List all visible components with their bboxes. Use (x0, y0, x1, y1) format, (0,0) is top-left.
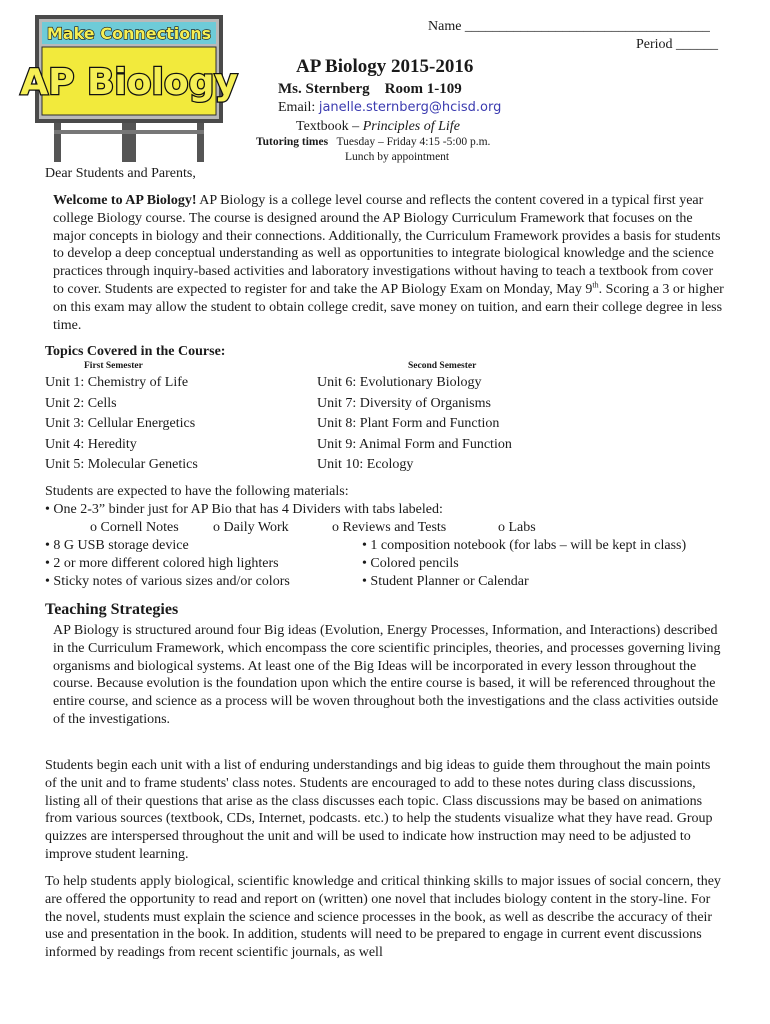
unit-item: Unit 9: Animal Form and Function (317, 436, 512, 452)
divider-item: o Labs (498, 520, 536, 535)
welcome-text-b: . Scoring a 3 or higher on this exam may allow the student to obtain college credit, save money on tuition, and earn their college degree in less time. (53, 281, 724, 333)
material-item: • Student Planner or Calendar (362, 574, 529, 589)
material-item: • 1 composition notebook (for labs – will be kept in class) (362, 538, 687, 553)
material-item: • 2 or more different colored high lighters (45, 556, 279, 571)
logo-main-text: AP Biology (20, 62, 238, 103)
material-item: • 8 G USB storage device (45, 538, 189, 553)
divider-item: o Reviews and Tests (332, 520, 447, 535)
welcome-paragraph (53, 192, 725, 334)
course-title: AP Biology 2015-2016 (296, 56, 474, 77)
divider-item: o Daily Work (213, 520, 289, 535)
teaching-paragraph-3: To help students apply biological, scientific knowledge and critical thinking skills to major issues of social concern, they are offered the opportunity to read and report on (written) one novel that includes biology content in the story-line. For the novel, students must explain the science and science processes in the book, as well as describe the accuracy of their use and presentation in the book. In addition, students will need to be prepared to engage in current event discussions informed by readings from recent scientific journals, as well (45, 874, 721, 961)
unit-item: Unit 1: Chemistry of Life (45, 375, 189, 390)
welcome-bold: Welcome to AP Biology! (53, 193, 197, 208)
room-number: Room 1-109 (384, 81, 462, 97)
teaching-paragraph-2: Students begin each unit with a list of enduring understandings and big ideas to guide them throughout the main points of the unit and to frame students' class notes. Students are encouraged to add to these notes during class discussions, listing all of their questions that arise as the class discusses each topic. Class discussions may be based on animations from various sources (textbook, CDs, Internet, podcasts. etc.) to help the students visualize what they have read. Group quizzes are interspersed throughout the unit and will be used to indicate how instruction may need to be adjusted to improve student learning. (45, 758, 713, 862)
unit-item: Unit 10: Ecology (317, 457, 414, 473)
make-connections-ap-biology-logo (20, 14, 238, 162)
divider-item: o Cornell Notes (90, 520, 179, 535)
unit-item: Unit 4: Heredity (45, 436, 137, 452)
teacher-name: Ms. Sternberg (278, 81, 370, 97)
welcome-superscript: th (592, 280, 599, 290)
unit-item: Unit 2: Cells (45, 395, 117, 411)
tutoring-label: Tutoring times (256, 136, 329, 148)
materials-binder: • One 2-3” binder just for AP Bio that has 4 Dividers with tabs labeled: (45, 502, 443, 517)
teacher-info (278, 81, 462, 98)
unit-item: Unit 6: Evolutionary Biology (317, 375, 482, 390)
logo-top-text: Make Connections (46, 24, 212, 43)
lunch-note: Lunch by appointment (345, 151, 450, 163)
materials-intro: Students are expected to have the following materials: (45, 484, 349, 499)
unit-item: Unit 7: Diversity of Organisms (317, 395, 491, 411)
unit-item: Unit 8: Plant Form and Function (317, 416, 500, 432)
textbook-line (296, 119, 460, 135)
email-label: Email: (278, 100, 316, 115)
second-semester-units (317, 373, 512, 476)
first-semester-label: First Semester (84, 361, 143, 371)
email-link[interactable]: janelle.sternberg@hcisd.org (318, 100, 502, 115)
unit-item: Unit 5: Molecular Genetics (45, 457, 198, 473)
second-semester-label: Second Semester (408, 361, 477, 371)
textbook-title: Principles of Life (362, 119, 460, 134)
topics-heading: Topics Covered in the Course: (45, 344, 226, 359)
textbook-label: Textbook – (296, 119, 360, 134)
greeting: Dear Students and Parents, (45, 166, 196, 181)
email-line (278, 100, 501, 116)
materials-list (45, 483, 745, 591)
tutoring-line (256, 136, 490, 148)
tutoring-times: Tuesday – Friday 4:15 -5:00 p.m. (336, 136, 491, 148)
period-field-line: Period ______ (636, 37, 719, 52)
unit-item: Unit 3: Cellular Energetics (45, 416, 196, 432)
first-semester-units (45, 373, 198, 476)
name-field-line: Name ___________________________________ (428, 19, 710, 34)
teaching-strategies-heading: Teaching Strategies (45, 601, 179, 618)
teaching-paragraph-1: AP Biology is structured around four Big ideas (Evolution, Energy Processes, Information, and Interactions) described in the Curriculum Framework, which encompass the core scientific principles, theories, and processes governing living organisms and biological systems. At least one of the Big Ideas will be incorporated in every lesson throughout the course. Because evolution is the foundation upon which the entire course is based, it will be referenced throughout the entire course, and science as a process will be woven throughout both the investigations and the class activities outside of the investigations. (53, 623, 721, 727)
welcome-text-a: AP Biology is a college level course and reflects the content covered in a typical first year college Biology course. The course is designed around the AP Biology Curriculum Framework that focuses on the major concepts in biology and their connections. Additionally, the Curriculum Framework provides a basis for students to develop a deep conceptual understanding as well as opportunities to integrate biological knowledge and the science practices through inquiry-based activities and laboratory investigations without having to teach a textbook from cover to cover. Students are expected to register for and take the AP Biology Exam on Monday, May 9 (53, 193, 721, 297)
material-item: • Colored pencils (362, 556, 459, 571)
material-item: • Sticky notes of various sizes and/or colors (45, 574, 290, 589)
